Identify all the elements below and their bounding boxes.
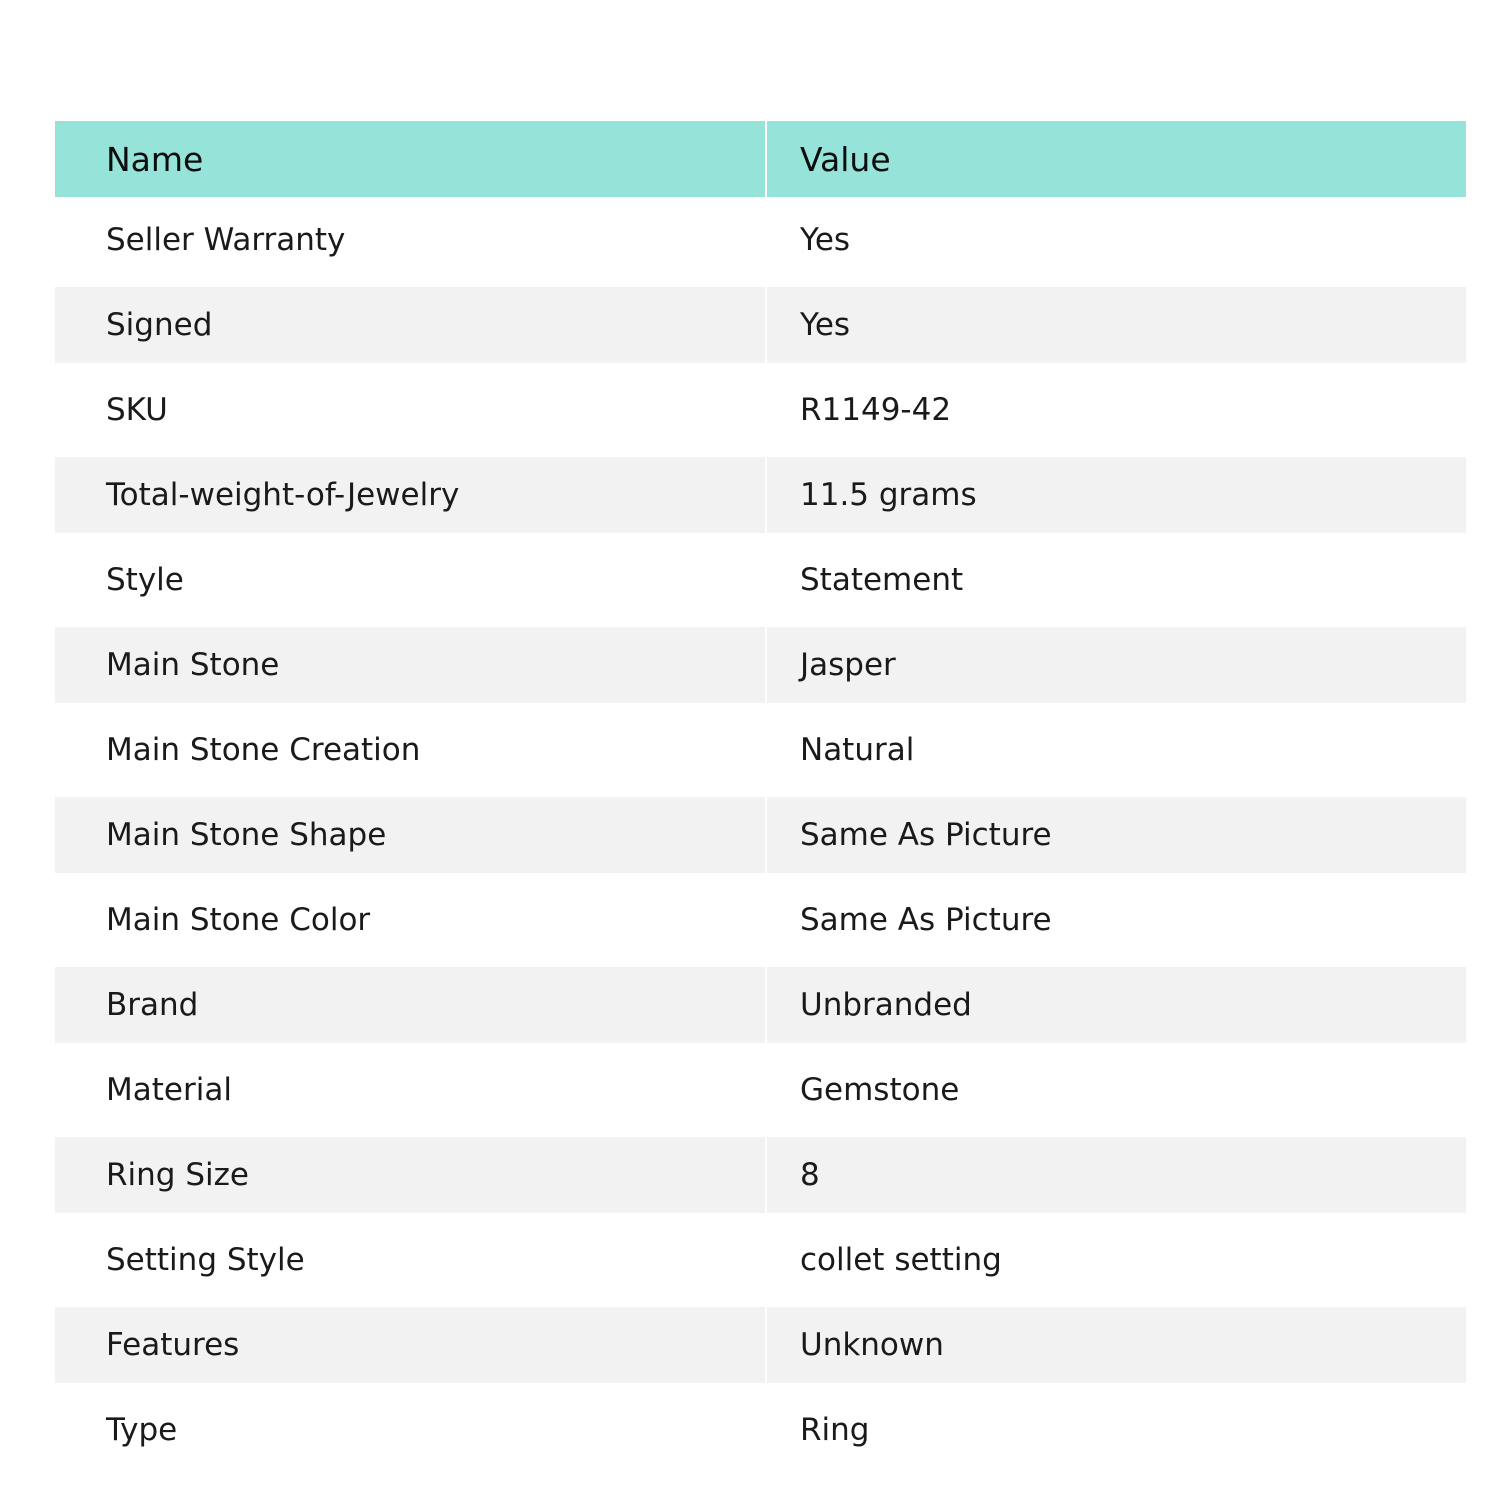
row-name-cell: Main Stone (55, 627, 765, 703)
table-row (55, 792, 1466, 877)
table-row (55, 707, 1466, 792)
table-header-row (55, 121, 1466, 197)
row-name-cell: Features (55, 1307, 765, 1383)
item-specifics-table (55, 121, 1466, 1472)
row-name-cell: Material (55, 1047, 765, 1132)
row-value-cell: Jasper (767, 627, 1466, 703)
row-value-cell: Same As Picture (767, 797, 1466, 873)
row-name-cell: Ring Size (55, 1137, 765, 1213)
table-row (55, 1132, 1466, 1217)
table-row (55, 367, 1466, 452)
column-header-name: Name (55, 121, 765, 197)
table-row (55, 282, 1466, 367)
row-value-cell: Gemstone (767, 1047, 1466, 1132)
table-row (55, 962, 1466, 1047)
table-row (55, 1047, 1466, 1132)
row-name-cell: SKU (55, 367, 765, 452)
row-name-cell: Total-weight-of-Jewelry (55, 457, 765, 533)
row-value-cell: Ring (767, 1387, 1466, 1472)
row-name-cell: Type (55, 1387, 765, 1472)
column-header-value: Value (767, 121, 1466, 197)
table-row (55, 197, 1466, 282)
table-row (55, 537, 1466, 622)
table-row (55, 622, 1466, 707)
row-name-cell: Main Stone Color (55, 877, 765, 962)
row-value-cell: Yes (767, 197, 1466, 282)
row-name-cell: Main Stone Creation (55, 707, 765, 792)
row-name-cell: Brand (55, 967, 765, 1043)
table-row (55, 1387, 1466, 1472)
row-value-cell: Unknown (767, 1307, 1466, 1383)
table-row (55, 877, 1466, 962)
row-value-cell: Unbranded (767, 967, 1466, 1043)
table-row (55, 1217, 1466, 1302)
row-value-cell: 8 (767, 1137, 1466, 1213)
row-value-cell: Yes (767, 287, 1466, 363)
row-value-cell: Natural (767, 707, 1466, 792)
row-name-cell: Style (55, 537, 765, 622)
row-name-cell: Setting Style (55, 1217, 765, 1302)
row-name-cell: Main Stone Shape (55, 797, 765, 873)
table-row (55, 452, 1466, 537)
row-value-cell: 11.5 grams (767, 457, 1466, 533)
row-value-cell: Same As Picture (767, 877, 1466, 962)
row-value-cell: R1149-42 (767, 367, 1466, 452)
row-name-cell: Signed (55, 287, 765, 363)
row-name-cell: Seller Warranty (55, 197, 765, 282)
row-value-cell: Statement (767, 537, 1466, 622)
row-value-cell: collet setting (767, 1217, 1466, 1302)
table-row (55, 1302, 1466, 1387)
